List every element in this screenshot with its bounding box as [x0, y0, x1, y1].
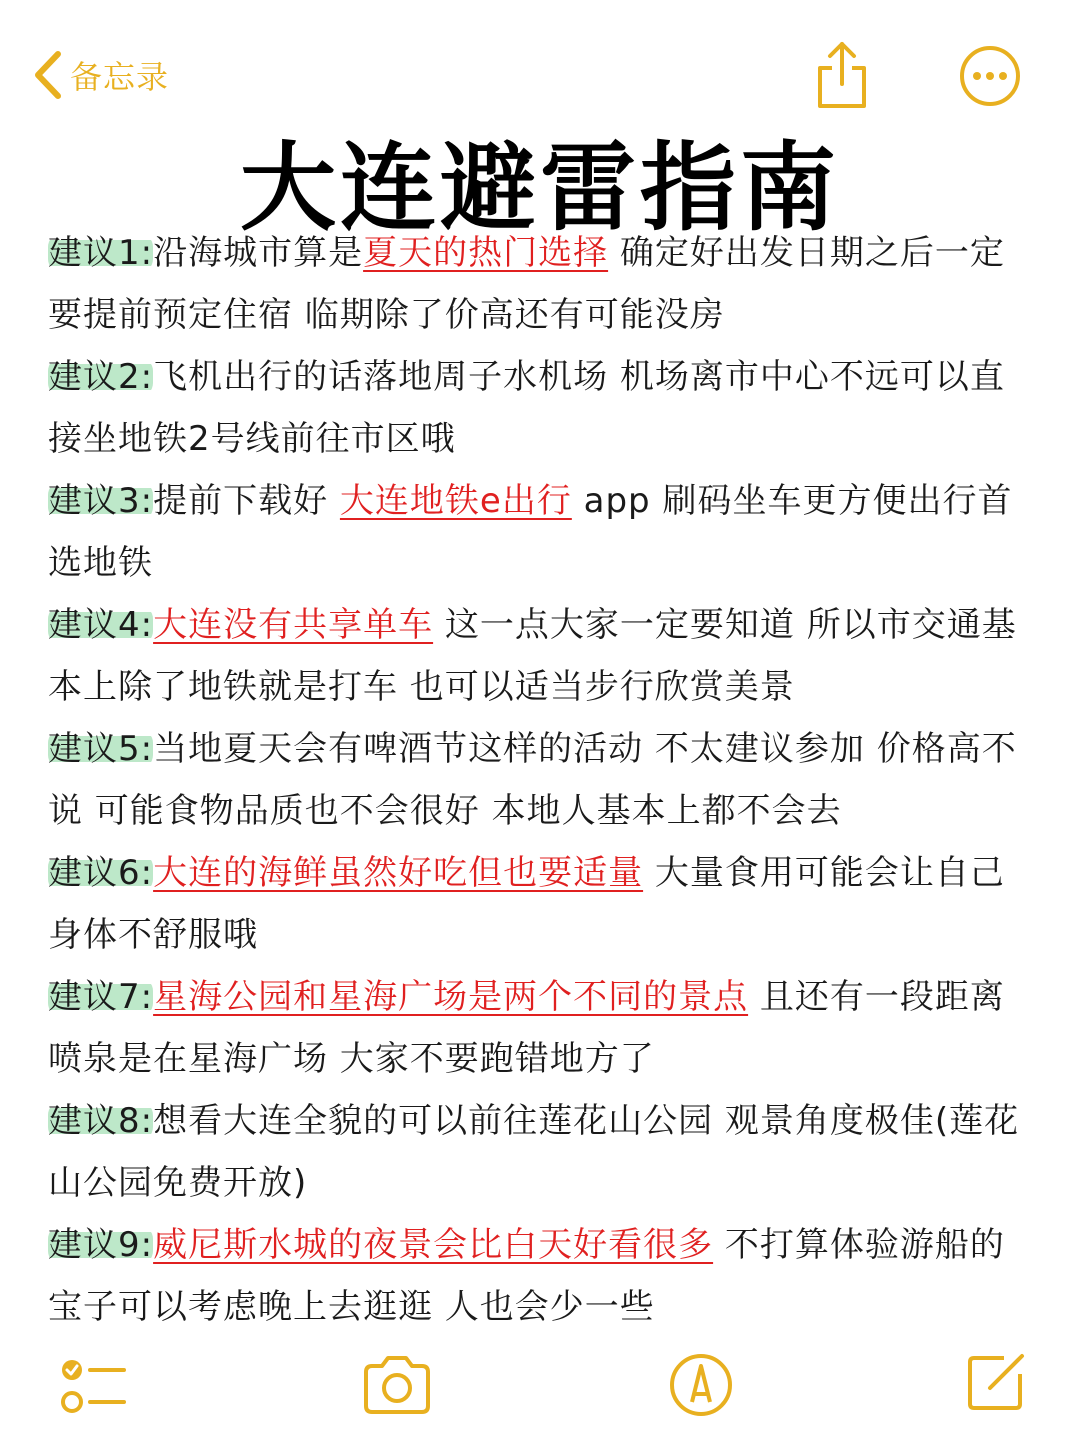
suggestion-highlight: 星海公园和星海广场是两个不同的景点 [153, 977, 749, 1017]
suggestion-text-rest: 不打算体验游船的宝子可以考虑晚上去逛逛 人也会少一些 [48, 1225, 1005, 1327]
compose-button[interactable] [964, 1350, 1028, 1418]
note-title: 大连避雷指南 [240, 132, 840, 244]
suggestion-text: 提前下载好 [153, 481, 340, 521]
note-body[interactable] [48, 222, 1038, 1338]
suggestion-text-rest: app 刷码坐车更方便出行首选地铁 [48, 481, 1013, 583]
suggestion-label: 建议2: [48, 357, 154, 397]
suggestion-text: 飞机出行的话落地周子水机场 机场离市中心不远可以直接坐地铁2号线前往市区哦 [48, 357, 1005, 459]
suggestion-label: 建议7: [48, 977, 154, 1017]
suggestion-item [48, 718, 1038, 842]
suggestion-label: 建议1: [48, 233, 154, 273]
suggestion-label: 建议4: [48, 605, 154, 645]
suggestion-text-rest: 大量食用可能会让自己身体不舒服哦 [48, 853, 1005, 955]
checklist-button[interactable] [58, 1350, 128, 1424]
suggestion-item [48, 842, 1038, 966]
suggestion-highlight: 大连没有共享单车 [153, 605, 434, 645]
suggestion-text-rest: 确定好出发日期之后一定要提前预定住宿 临期除了价高还有可能没房 [48, 233, 1005, 335]
compose-icon [964, 1350, 1028, 1414]
suggestion-item [48, 470, 1038, 594]
suggestion-label: 建议9: [48, 1225, 154, 1265]
camera-icon [360, 1350, 434, 1420]
suggestion-highlight: 大连的海鲜虽然好吃但也要适量 [153, 853, 644, 893]
back-label: 备忘录 [70, 58, 170, 96]
suggestion-item [48, 346, 1038, 470]
share-icon [812, 40, 872, 110]
top-navigation-bar [0, 0, 1080, 130]
suggestion-text: 沿海城市算是 [153, 233, 364, 273]
suggestion-highlight: 大连地铁e出行 [339, 481, 572, 521]
suggestion-highlight: 夏天的热门选择 [363, 233, 609, 273]
suggestion-item [48, 594, 1038, 718]
suggestion-label: 建议5: [48, 729, 154, 769]
suggestion-label: 建议6: [48, 853, 154, 893]
more-options-button[interactable] [958, 44, 1022, 108]
suggestion-item [48, 966, 1038, 1090]
markup-pen-icon [666, 1350, 736, 1420]
suggestion-text-rest: 这一点大家一定要知道 所以市交通基本上除了地铁就是打车 也可以适当步行欣赏美景 [48, 605, 1017, 707]
camera-button[interactable] [360, 1350, 434, 1424]
back-button[interactable] [30, 50, 169, 100]
suggestion-text: 当地夏天会有啤酒节这样的活动 不太建议参加 价格高不说 可能食物品质也不会很好 本地人基本上都不会去 [48, 729, 1017, 831]
markup-button[interactable] [666, 1350, 736, 1424]
suggestion-label: 建议3: [48, 481, 154, 521]
suggestion-text: 想看大连全貌的可以前往莲花山公园 观景角度极佳(莲花山公园免费开放) [48, 1101, 1020, 1203]
suggestion-item [48, 1214, 1038, 1338]
suggestion-item [48, 1090, 1038, 1214]
suggestion-label: 建议8: [48, 1101, 154, 1141]
suggestion-item [48, 222, 1038, 346]
bottom-toolbar [0, 1350, 1080, 1440]
suggestion-text-rest: 且还有一段距离 喷泉是在星海广场 大家不要跑错地方了 [48, 977, 1005, 1079]
chevron-left-icon [30, 50, 64, 100]
ellipsis-circle-icon [958, 44, 1022, 108]
suggestion-highlight: 威尼斯水城的夜景会比白天好看很多 [153, 1225, 714, 1265]
checklist-icon [58, 1350, 128, 1420]
share-button[interactable] [812, 40, 872, 110]
